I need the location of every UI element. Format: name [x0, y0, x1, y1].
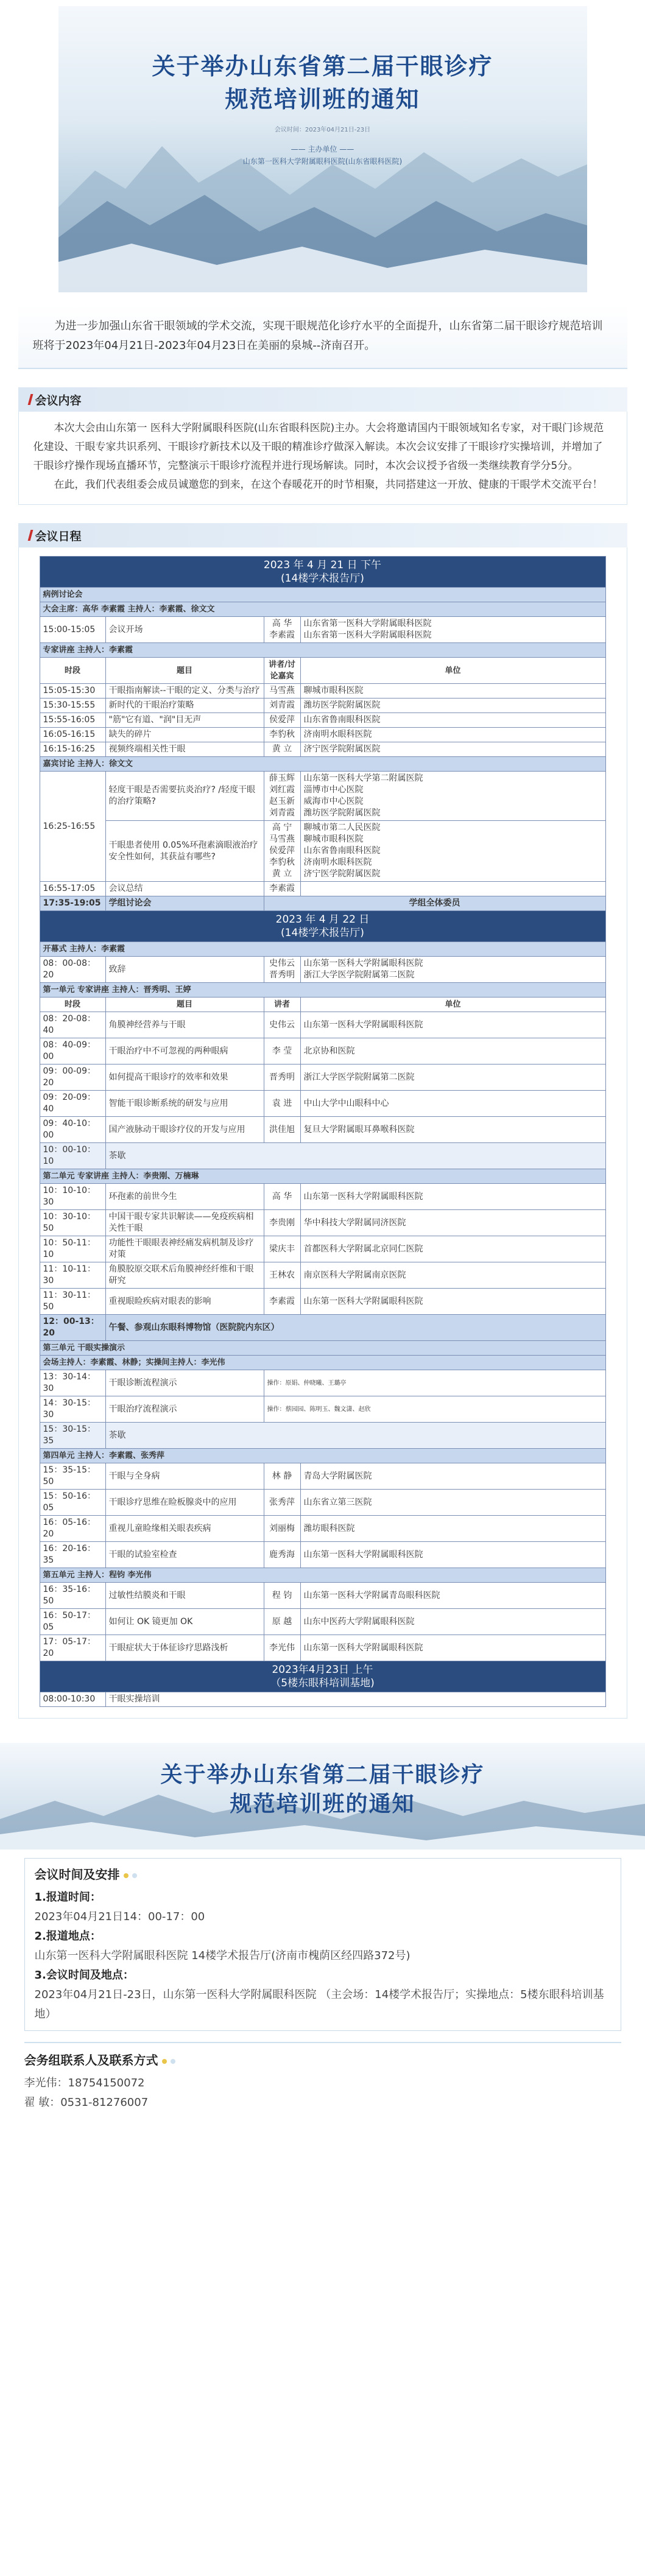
day-title [40, 557, 605, 588]
topic-cell: 缺失的碎片 [105, 728, 264, 742]
topic-cell: 重视眼睑疾病对眼表的影响 [105, 1289, 264, 1315]
speaker-cell: 林 静 [264, 1463, 300, 1490]
section-label: 病例讨论会 [40, 588, 605, 602]
unit-cell: 山东中医药大学附属眼科医院 [300, 1609, 605, 1635]
multiline-cell: 山东第一医科大学第二附属医院 淄博市中心医院 威海市中心医院 潍坊医学院附属医院 [300, 772, 605, 821]
table-row [40, 957, 605, 983]
unit-cell: 山东省鲁南眼科医院 [300, 713, 605, 728]
banner-title-line1: 关于举办山东省第二届干眼诊疗 [160, 1762, 485, 1787]
topic-cell: 功能性干眼眼表神经痛发病机制及诊疗对策 [105, 1236, 264, 1262]
time-cell: 10：30-10：50 [40, 1210, 105, 1236]
day-venue: (14楼学术报告厅) [281, 927, 364, 939]
table-row [40, 896, 605, 911]
table-row [40, 1315, 605, 1341]
time-cell: 17:35-19:05 [40, 896, 105, 911]
info-label: 3.会议时间及地点： [34, 1969, 134, 1982]
speaker-cell: 王林农 [264, 1262, 300, 1289]
multiline-cell: 山东省第一医科大学附属眼科医院 山东省第一医科大学附属眼科医院 [300, 617, 605, 643]
time-cell: 16：05-16：20 [40, 1516, 105, 1542]
speaker-cell: 晋秀明 [264, 1065, 300, 1091]
schedule-container [18, 547, 627, 1719]
info-section [12, 1849, 633, 2125]
info-heading [35, 1865, 611, 1884]
topic-cell: 干眼诊断流程演示 [105, 1370, 264, 1396]
day-title [40, 1661, 605, 1692]
day-title [40, 911, 605, 942]
topic-cell: 轻度干眼是否需要抗炎治疗? /轻度干眼的治疗策略? [105, 772, 264, 821]
topic-cell: 学组讨论会 [105, 896, 264, 911]
column-header-cell: 讲者/讨论嘉宾 [264, 658, 300, 684]
speaker-cell: 高 华 [264, 1184, 300, 1210]
speaker-cell: 李素霞 [264, 1289, 300, 1315]
section-row [40, 942, 605, 957]
speaker-cell: 黄 立 [264, 742, 300, 757]
contacts-heading-text: 会务组联系人及联系方式 [24, 2053, 158, 2067]
unit-cell: 北京协和医院 [300, 1038, 605, 1065]
table-row [40, 742, 605, 757]
unit-cell: 华中科技大学附属同济医院 [300, 1210, 605, 1236]
operator-cell: 操作：蔡园园、陈明玉、魏文潇、赵欣 [264, 1396, 605, 1423]
section-row [40, 1169, 605, 1184]
time-cell: 10：50-11：10 [40, 1236, 105, 1262]
column-header [40, 658, 605, 684]
unit-cell: 青岛大学附属医院 [300, 1463, 605, 1490]
section-label: 会场主持人：李素霞、林静；实操间主持人：李光伟 [40, 1356, 605, 1370]
content-paragraph: 本次大会由山东第一 医科大学附属眼科医院(山东省眼科医院)主办。大会将邀请国内干眼领域知名专家，对干眼门诊规范化建设、干眼专家共识系列、干眼诊疗新技术以及干眼的精准诊疗做深入解读。本次会议安排了干眼诊疗实操培训，并增加了干眼诊疗操作现场直播环节，完整演示干眼诊疗流程并进行现场解读。同时，本次会议授予省级一类继续教育学分5分。 [33, 422, 604, 472]
unit-cell: 山东第一医科大学附属眼科医院 [300, 1012, 605, 1038]
unit-cell: 山东第一医科大学附属青岛眼科医院 [300, 1583, 605, 1609]
table-row [40, 1370, 605, 1396]
sponsor-name: 山东第一医科大学附属眼科医院(山东省眼科医院) [242, 157, 403, 166]
time-cell: 15:05-15:30 [40, 684, 105, 699]
topic-cell: 茶歇 [105, 1143, 605, 1169]
section-label: 大会主席：高华 李素霞 主持人：李素霞、徐文文 [40, 602, 605, 617]
unit-cell: 山东第一医科大学附属眼科医院 [300, 1184, 605, 1210]
unit-cell: 山东第一医科大学附属眼科医院 [300, 1542, 605, 1568]
topic-cell: 中国干眼专家共识解读——免疫疾病相关性干眼 [105, 1210, 264, 1236]
speaker-cell: 侯爱萍 [264, 713, 300, 728]
section-heading-schedule [18, 523, 627, 547]
time-cell: 11：30-11：50 [40, 1289, 105, 1315]
speaker-cell: 梁庆丰 [264, 1236, 300, 1262]
day-header [40, 911, 605, 942]
time-cell: 13：30-14：30 [40, 1370, 105, 1396]
day-date: 2023年4月23日 上午 [272, 1664, 373, 1676]
topic-cell: 重视儿童睑缘相关眼表疾病 [105, 1516, 264, 1542]
topic-cell: 干眼治疗中不可忽视的两种眼病 [105, 1038, 264, 1065]
time-cell: 08：00-08：20 [40, 957, 105, 983]
table-row [40, 772, 605, 821]
section-label: 第四单元 主持人：李素霞、张秀萍 [40, 1449, 605, 1463]
speaker-cell: 张秀萍 [264, 1490, 300, 1516]
section-label: 第五单元 主持人：程钧 李光伟 [40, 1568, 605, 1583]
time-cell: 12：00-13：20 [40, 1315, 105, 1341]
column-header [40, 998, 605, 1012]
table-row [40, 821, 605, 882]
info-heading-text: 会议时间及安排 [34, 1867, 120, 1882]
intro-paragraph: 为进一步加强山东省干眼领域的学术交流，实现干眼规范化诊疗水平的全面提升，山东省第二届干眼诊疗规范培训班将于2023年04月21日-2023年04月23日在美丽的泉城--济南召开。 [18, 304, 627, 369]
table-row [40, 1609, 605, 1635]
multiline-cell: 高 华 李素霞 [264, 617, 300, 643]
unit-cell: 潍坊眼科医院 [300, 1516, 605, 1542]
speaker-cell: 刘丽梅 [264, 1516, 300, 1542]
sponsor-title: —— 主办单位 —— [291, 145, 354, 153]
topic-cell: 环孢素的前世今生 [105, 1184, 264, 1210]
speaker-cell: 李素霞 [264, 882, 300, 896]
unit-cell: 聊城市眼科医院 [300, 684, 605, 699]
dot-icon [132, 1873, 137, 1878]
unit-cell: 学组全体委员 [264, 896, 605, 911]
table-row [40, 1692, 605, 1707]
topic-cell: "筋"它有道、"润"目无声 [105, 713, 264, 728]
topic-cell: 角膜胶原交联术后角膜神经纤维和干眼研究 [105, 1262, 264, 1289]
speaker-cell: 史伟云 [264, 1012, 300, 1038]
section-heading-content [18, 387, 627, 412]
time-cell: 15:55-16:05 [40, 713, 105, 728]
time-cell: 08：20-08：40 [40, 1012, 105, 1038]
day-date: 2023 年 4 月 22 日 [275, 913, 370, 926]
speaker-cell: 马雪燕 [264, 684, 300, 699]
info-value: 山东第一医科大学附属眼科医院 14楼学术报告厅(济南市槐荫区经四路372号) [34, 1949, 411, 1962]
info-value: 2023年04月21日-23日，山东第一医科大学附属眼科医院 （主会场：14楼学术报告厅；实操地点：5楼东眼科培训基地） [34, 1988, 604, 2021]
schedule-table [40, 556, 606, 1707]
topic-cell: 茶歇 [105, 1423, 605, 1449]
unit-cell: 浙江大学医学院附属第二医院 [300, 1065, 605, 1091]
multiline-cell: 山东第一医科大学附属眼科医院 浙江大学医学院附属第二医院 [300, 957, 605, 983]
table-row [40, 1091, 605, 1117]
hero-meta: 会议时间：2023年04月21日-23日 [274, 127, 371, 133]
topic-cell: 角膜神经营养与干眼 [105, 1012, 264, 1038]
column-header-cell: 时段 [40, 658, 105, 684]
section-marker-icon [27, 394, 33, 405]
unit-cell: 潍坊医学院附属医院 [300, 699, 605, 713]
dot-icon [171, 2059, 175, 2064]
unit-cell: 山东第一医科大学附属眼科医院 [300, 1635, 605, 1661]
speaker-cell: 李贵刚 [264, 1210, 300, 1236]
table-row [40, 713, 605, 728]
speaker-cell: 李 莹 [264, 1038, 300, 1065]
unit-cell: 山东省立第三医院 [300, 1490, 605, 1516]
time-cell: 08:00-10:30 [40, 1692, 105, 1707]
day-venue: (14楼学术报告厅) [281, 572, 364, 585]
day-date: 2023 年 4 月 21 日 下午 [263, 559, 382, 571]
day-header [40, 1661, 605, 1692]
section-marker-icon [27, 530, 33, 541]
info-label: 1.报道时间： [34, 1891, 101, 1904]
table-row [40, 882, 605, 896]
column-header-cell: 题目 [105, 998, 264, 1012]
time-cell: 15:00-15:05 [40, 617, 105, 643]
hero-title [58, 50, 587, 116]
topic-cell: 干眼症状大于体征诊疗思路浅析 [105, 1635, 264, 1661]
section-row [40, 588, 605, 602]
section-label: 开幕式 主持人：李素霞 [40, 942, 605, 957]
banner-title-line2: 规范培训班的通知 [230, 1791, 415, 1817]
host-row [40, 1356, 605, 1370]
column-header-cell: 单位 [300, 658, 605, 684]
table-row [40, 1210, 605, 1236]
contacts-block [24, 2042, 621, 2113]
topic-cell: 干眼实操培训 [105, 1692, 605, 1707]
table-row [40, 1516, 605, 1542]
topic-cell: 午餐、参观山东眼科博物馆（医院院内东区） [105, 1315, 605, 1341]
time-cell: 16:05-16:15 [40, 728, 105, 742]
contact-line: 翟 敏：0531-81276007 [24, 2096, 149, 2109]
footer-banner [0, 1743, 645, 1849]
topic-cell: 过敏性结膜炎和干眼 [105, 1583, 264, 1609]
topic-cell: 干眼治疗流程演示 [105, 1396, 264, 1423]
speaker-cell: 李豹秋 [264, 728, 300, 742]
section-row [40, 643, 605, 658]
table-row [40, 684, 605, 699]
banner-title [0, 1760, 645, 1818]
contacts-heading [24, 2050, 621, 2070]
table-row [40, 1065, 605, 1091]
time-cell: 09：00-09：20 [40, 1065, 105, 1091]
column-header-cell: 讲者 [264, 998, 300, 1012]
table-row [40, 1117, 605, 1143]
time-cell: 14：30-15：30 [40, 1396, 105, 1423]
time-cell: 15：30-15：35 [40, 1423, 105, 1449]
section-row [40, 757, 605, 772]
table-row [40, 1542, 605, 1568]
section-label: 嘉宾讨论 主持人：徐文文 [40, 757, 605, 772]
unit-cell: 济南明水眼科医院 [300, 728, 605, 742]
column-header-cell: 单位 [300, 998, 605, 1012]
time-cell: 16:25-16:55 [40, 772, 105, 882]
section-row [40, 1341, 605, 1356]
info-value: 2023年04月21日14：00-17：00 [34, 1910, 205, 1923]
section-label: 第一单元 专家讲座 主持人：晋秀明、王婷 [40, 983, 605, 998]
section-row [40, 1568, 605, 1583]
topic-cell: 视频终端相关性干眼 [105, 742, 264, 757]
speaker-cell: 洪佳旭 [264, 1117, 300, 1143]
info-box [24, 1858, 621, 2031]
host-row [40, 602, 605, 617]
dot-icon [162, 2059, 167, 2064]
hero-title-line2: 规范培训班的通知 [225, 85, 420, 113]
topic-cell: 干眼诊疗思维在睑板腺炎中的应用 [105, 1490, 264, 1516]
multiline-cell: 史伟云 晋秀明 [264, 957, 300, 983]
topic-cell: 干眼与全身病 [105, 1463, 264, 1490]
section-label: 第三单元 干眼实操演示 [40, 1341, 605, 1356]
content-body [18, 412, 627, 505]
unit-cell: 首都医科大学附属北京同仁医院 [300, 1236, 605, 1262]
time-cell: 15:30-15:55 [40, 699, 105, 713]
multiline-cell: 薛玉辉 刘红霞 赵玉新 刘青霞 [264, 772, 300, 821]
speaker-cell: 程 钧 [264, 1583, 300, 1609]
unit-cell: 山东第一医科大学附属眼科医院 [300, 1289, 605, 1315]
time-cell: 16：20-16：35 [40, 1542, 105, 1568]
time-cell: 15：35-15：50 [40, 1463, 105, 1490]
column-header-cell: 时段 [40, 998, 105, 1012]
table-row [40, 1038, 605, 1065]
time-cell: 15：50-16：05 [40, 1490, 105, 1516]
time-cell: 16:55-17:05 [40, 882, 105, 896]
section-label: 专家讲座 主持人：李素霞 [40, 643, 605, 658]
time-cell: 16：50-17：05 [40, 1609, 105, 1635]
table-row [40, 1635, 605, 1661]
speaker-cell: 刘青霞 [264, 699, 300, 713]
table-row [40, 1012, 605, 1038]
topic-cell: 国产液脉动干眼诊疗仪的开发与应用 [105, 1117, 264, 1143]
table-row [40, 1396, 605, 1423]
time-cell: 17：05-17：20 [40, 1635, 105, 1661]
topic-cell: 如何提高干眼诊疗的效率和效果 [105, 1065, 264, 1091]
topic-cell: 新时代的干眼治疗策略 [105, 699, 264, 713]
time-cell: 11：10-11：30 [40, 1262, 105, 1289]
unit-cell [300, 882, 605, 896]
topic-cell: 干眼患者使用 0.05%环孢素滴眼液治疗安全性如何，其获益有哪些? [105, 821, 264, 882]
section-label: 第二单元 专家讲座 主持人：李贵刚、万楠琳 [40, 1169, 605, 1184]
section-title: 会议内容 [35, 393, 82, 407]
speaker-cell: 李光伟 [264, 1635, 300, 1661]
column-header-cell: 题目 [105, 658, 264, 684]
multiline-cell: 高 宁 马雪燕 侯爱萍 李豹秋 黄 立 [264, 821, 300, 882]
topic-cell: 会议总结 [105, 882, 264, 896]
table-row [40, 617, 605, 643]
table-row [40, 1184, 605, 1210]
table-row [40, 1262, 605, 1289]
table-row [40, 1236, 605, 1262]
time-cell: 09：20-09：40 [40, 1091, 105, 1117]
table-row [40, 1423, 605, 1449]
section-row [40, 1449, 605, 1463]
topic-cell: 智能干眼诊断系统的研发与应用 [105, 1091, 264, 1117]
contact-line: 李光伟：18754150072 [24, 2077, 145, 2089]
speaker-cell: 鹿秀海 [264, 1542, 300, 1568]
table-row [40, 1143, 605, 1169]
unit-cell: 南京医科大学附属南京医院 [300, 1262, 605, 1289]
topic-cell: 致辞 [105, 957, 264, 983]
time-cell: 09：40-10：00 [40, 1117, 105, 1143]
info-label: 2.报道地点： [34, 1930, 101, 1943]
day-header [40, 557, 605, 588]
unit-cell: 复旦大学附属眼耳鼻喉科医院 [300, 1117, 605, 1143]
time-cell: 10：00-10：10 [40, 1143, 105, 1169]
section-title: 会议日程 [35, 529, 82, 543]
topic-cell: 会议开场 [105, 617, 264, 643]
speaker-cell: 原 越 [264, 1609, 300, 1635]
table-row [40, 1463, 605, 1490]
time-cell: 16：35-16：50 [40, 1583, 105, 1609]
topic-cell: 干眼的试验室检查 [105, 1542, 264, 1568]
time-cell: 16:15-16:25 [40, 742, 105, 757]
content-paragraph: 在此，我们代表组委会成员诚邀您的到来，在这个春暖花开的时节相聚，共同搭建这一开放、健康的干眼学术交流平台！ [54, 479, 603, 491]
table-row [40, 1289, 605, 1315]
time-cell: 10：10-10：30 [40, 1184, 105, 1210]
topic-cell: 如何让 OK 镜更加 OK [105, 1609, 264, 1635]
day-venue: （5楼东眼科培训基地) [270, 1677, 375, 1689]
unit-cell: 济宁医学院附属医院 [300, 742, 605, 757]
hero-banner [58, 6, 587, 292]
table-row [40, 1490, 605, 1516]
topic-cell: 干眼指南解读--干眼的定义、分类与治疗 [105, 684, 264, 699]
hero-title-line1: 关于举办山东省第二届干眼诊疗 [152, 52, 493, 80]
unit-cell: 中山大学中山眼科中心 [300, 1091, 605, 1117]
dot-icon [124, 1873, 129, 1878]
speaker-cell: 袁 进 [264, 1091, 300, 1117]
table-row [40, 728, 605, 742]
time-cell: 08：40-09：00 [40, 1038, 105, 1065]
table-row [40, 699, 605, 713]
multiline-cell: 聊城市第二人民医院 聊城市眼科医院 山东省鲁南眼科医院 济南明水眼科医院 济宁医学院附属医院 [300, 821, 605, 882]
operator-cell: 操作：原娟、仲晓曦、王璐亭 [264, 1370, 605, 1396]
section-row [40, 983, 605, 998]
table-row [40, 1583, 605, 1609]
